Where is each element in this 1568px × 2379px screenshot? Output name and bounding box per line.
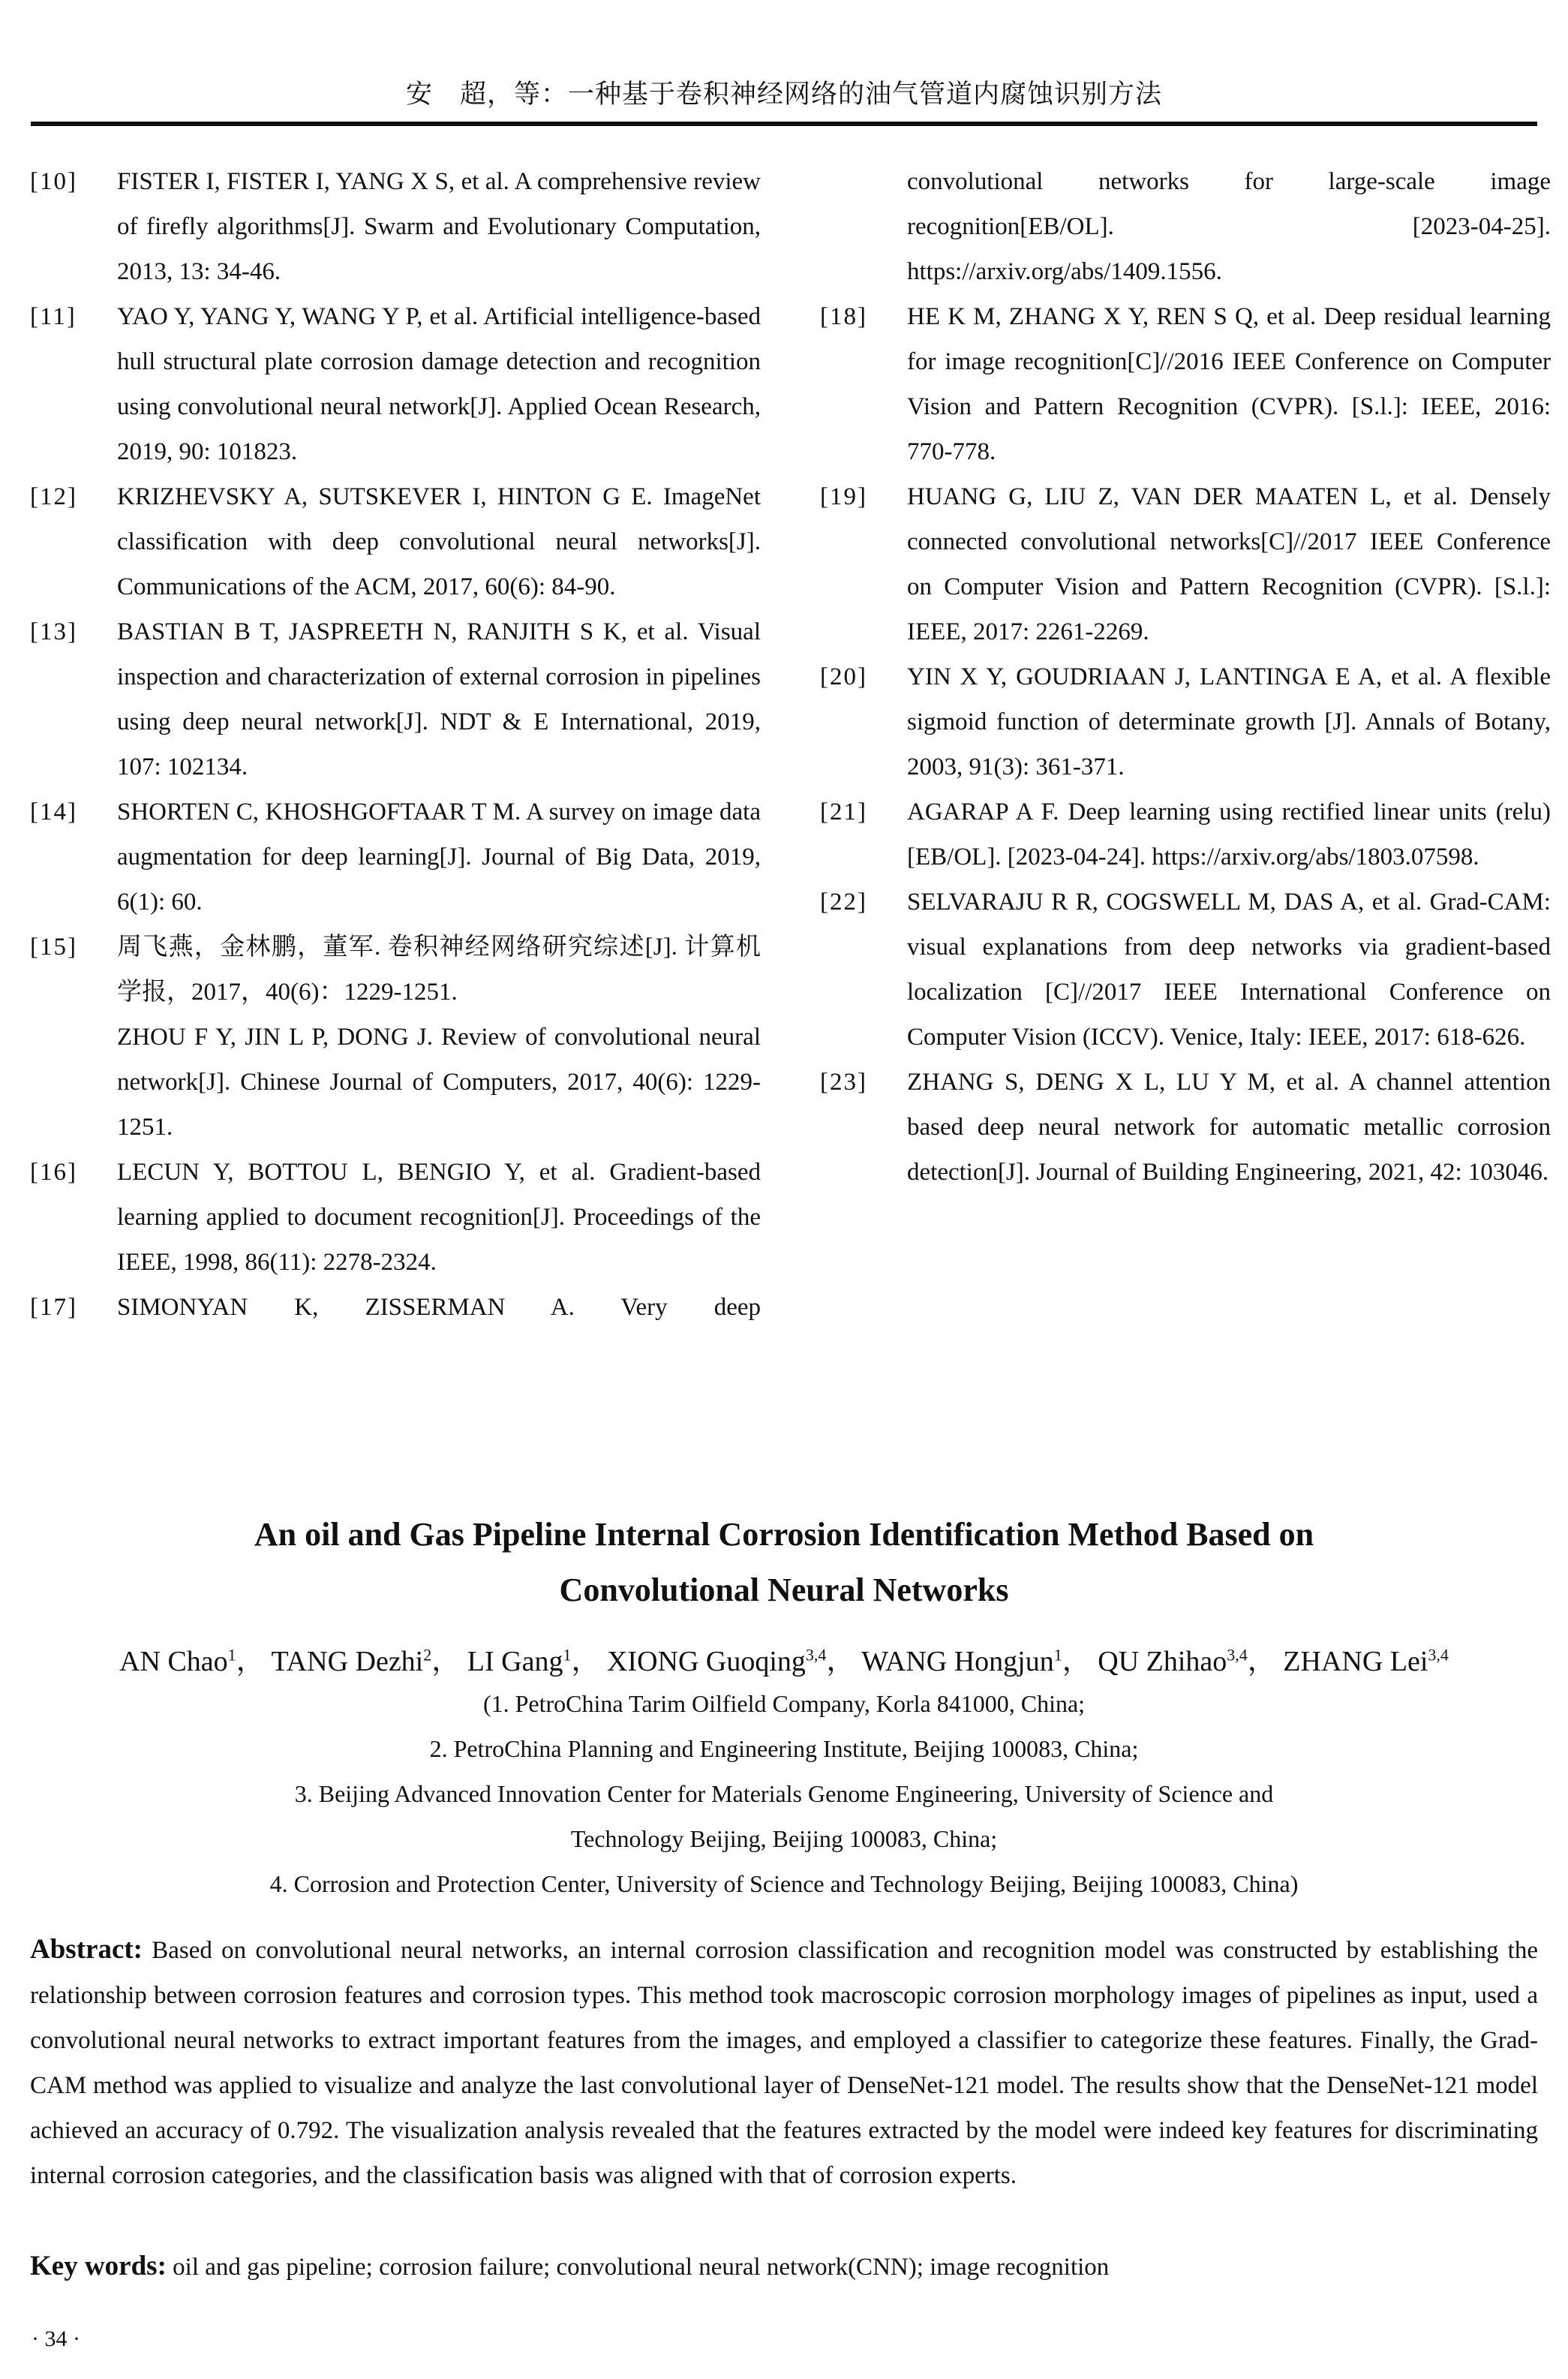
reference-text-chinese: 周飞燕，金林鹏，董军. 卷积神经网络研究综述[J]. 计算机学报，2017，40(6)：1229-1251. (117, 934, 761, 1006)
abstract-label: Abstract: (30, 1934, 143, 1965)
author: ZHANG Lei$^{3,4}$ (1283, 1645, 1449, 1677)
author: QU Zhihao$^{3,4}$ (1098, 1645, 1248, 1677)
reference-item (30, 1150, 761, 1285)
english-title-line-1: An oil and Gas Pipeline Internal Corrosion Identification Method Based on (254, 1516, 1314, 1553)
reference-number: [10] (30, 168, 77, 195)
references-left-column (30, 159, 761, 1330)
reference-item (30, 294, 761, 474)
reference-text: FISTER I, FISTER I, YANG X S, et al. A comprehensive review of firefly algorithms[J]. Swarm and Evolutionary Computation, 2013, 13: 34-46. (117, 168, 761, 285)
reference-item (820, 474, 1551, 654)
reference-text: SHORTEN C, KHOSHGOFTAAR T M. A survey on image data augmentation for deep learning[J]. Journal of Big Data, 2019, 6(1): 60. (117, 799, 761, 916)
reference-number: [15] (30, 934, 77, 961)
reference-text: BASTIAN B T, JASPREETH N, RANJITH S K, et al. Visual inspection and characterization of external corrosion in pipelines using deep neural network[J]. NDT & E International, 2019, 107: 102134. (117, 618, 761, 780)
english-title-line-2: Convolutional Neural Networks (559, 1571, 1009, 1608)
affiliations (0, 1681, 1568, 1906)
reference-item (30, 925, 761, 1150)
abstract-text: Based on convolutional neural networks, an internal corrosion classification and recognition model was constructed by establishing the relationship between corrosion features and corrosion types. This method took macroscopic corrosion morphology images of pipelines as input, used a convolutional neural networks to extract important features from the images, and employed a classifier to categorize these features. Finally, the Grad-CAM method was applied to visualize and analyze the last convolutional layer of DenseNet-121 model. The results show that the DenseNet-121 model achieved an accuracy of 0.792. The visualization analysis revealed that the features extracted by the model were indeed key features for discriminating internal corrosion categories, and the classification basis was aligned with that of corrosion experts. (30, 1937, 1538, 2189)
keywords (30, 2244, 1538, 2290)
reference-item (820, 1060, 1551, 1195)
reference-item (820, 294, 1551, 474)
reference-number: [14] (30, 799, 77, 826)
author: LI Gang$^1$ (467, 1645, 572, 1677)
affiliation-line: (1. PetroChina Tarim Oilfield Company, Korla 841000, China; (482, 1690, 1086, 1717)
reference-number: [13] (30, 618, 77, 645)
reference-number: [12] (30, 483, 77, 510)
affiliation-line: 3. Beijing Advanced Innovation Center for Materials Genome Engineering, University of Science and (294, 1780, 1274, 1807)
reference-text: HE K M, ZHANG X Y, REN S Q, et al. Deep residual learning for image recognition[C]//2016 IEEE Conference on Computer Vision and Pattern Recognition (CVPR). [S.l.]: IEEE, 2016: 770-778. (907, 303, 1551, 465)
reference-text: KRIZHEVSKY A, SUTSKEVER I, HINTON G E. ImageNet classification with deep convolutional neural networks[J]. Communications of the ACM, 2017, 60(6): 84-90. (117, 483, 761, 600)
reference-number: [16] (30, 1159, 77, 1186)
reference-text: HUANG G, LIU Z, VAN DER MAATEN L, et al. Densely connected convolutional networks[C]//2017 IEEE Conference on Computer Vision and Pattern Recognition (CVPR). [S.l.]: IEEE, 2017: 2261-2269. (907, 483, 1551, 645)
reference-item (30, 789, 761, 925)
running-head: 安 超，等：一种基于卷积神经网络的油气管道内腐蚀识别方法 (405, 80, 1162, 110)
references-right-column (820, 159, 1551, 1195)
page-number: · 34 · (32, 2326, 80, 2351)
reference-text: LECUN Y, BOTTOU L, BENGIO Y, et al. Gradient-based learning applied to document recognition[J]. Proceedings of the IEEE, 1998, 86(11): 2278-2324. (117, 1159, 761, 1276)
reference-text: convolutional networks for large-scale image recognition[EB/OL]. [2023-04-25]. https://arxiv.org/abs/1409.1556. (907, 168, 1551, 285)
author: XIONG Guoqing$^{3,4}$ (606, 1645, 827, 1677)
english-title (0, 1507, 1568, 1618)
reference-number: [19] (820, 483, 867, 510)
author-list: AN Chao$^1$， TANG Dezhi$^2$， LI Gang$^1$， XIONG Guoqing$^{3,4}$， WANG Hongjun$^1$， QU Zhihao$^{3,4}$， ZHANG Lei$^{3,4}$ (119, 1645, 1449, 1677)
reference-text: AGARAP A F. Deep learning using rectified linear units (relu) [EB/OL]. [2023-04-24]. https://arxiv.org/abs/1803.07598. (907, 799, 1551, 871)
reference-number: [22] (820, 889, 867, 916)
keywords-text: oil and gas pipeline; corrosion failure; convolutional neural network(CNN); image recognition (166, 2254, 1110, 2281)
reference-number: [21] (820, 799, 867, 826)
reference-item (820, 654, 1551, 789)
affiliation-line: 2. PetroChina Planning and Engineering Institute, Beijing 100083, China; (429, 1735, 1139, 1762)
reference-text: ZHANG S, DENG X L, LU Y M, et al. A channel attention based deep neural network for automatic metallic corrosion detection[J]. Journal of Building Engineering, 2021, 42: 103046. (907, 1069, 1551, 1186)
reference-text: SIMONYAN K, ZISSERMAN A. Very deep (117, 1294, 761, 1321)
reference-number: [11] (30, 303, 77, 330)
author: WANG Hongjun$^1$ (861, 1645, 1062, 1677)
keywords-label: Key words: (30, 2251, 167, 2281)
author: AN Chao$^1$ (119, 1645, 236, 1677)
reference-item (820, 789, 1551, 880)
reference-item (30, 474, 761, 609)
reference-number: [18] (820, 303, 867, 330)
reference-item (30, 1285, 761, 1330)
reference-text: SELVARAJU R R, COGSWELL M, DAS A, et al. Grad-CAM: visual explanations from deep networks via gradient-based localization [C]//2017 IEEE International Conference on Computer Vision (ICCV). Venice, Italy: IEEE, 2017: 618-626. (907, 889, 1551, 1051)
affiliation-line: 4. Corrosion and Protection Center, University of Science and Technology Beijing, Beijing 100083, China) (269, 1870, 1299, 1897)
reference-item (30, 159, 761, 294)
reference-item (30, 609, 761, 789)
header-rule (31, 122, 1537, 126)
affiliation-line: Technology Beijing, Beijing 100083, China; (570, 1825, 998, 1852)
reference-item (820, 880, 1551, 1060)
reference-item-continued (820, 159, 1551, 294)
reference-text: YIN X Y, GOUDRIAAN J, LANTINGA E A, et al. A flexible sigmoid function of determinate growth [J]. Annals of Botany, 2003, 91(3): 361-371. (907, 663, 1551, 780)
reference-number: [20] (820, 663, 867, 690)
abstract (30, 1927, 1538, 2198)
reference-number: [17] (30, 1294, 77, 1321)
reference-text: YAO Y, YANG Y, WANG Y P, et al. Artificial intelligence-based hull structural plate corrosion damage detection and recognition using convolutional neural network[J]. Applied Ocean Research, 2019, 90: 101823. (117, 303, 761, 465)
reference-text-english: ZHOU F Y, JIN L P, DONG J. Review of convolutional neural network[J]. Chinese Journal of Computers, 2017, 40(6): 1229-1251. (117, 1024, 761, 1141)
reference-number: [23] (820, 1069, 867, 1096)
author: TANG Dezhi$^2$ (271, 1645, 432, 1677)
